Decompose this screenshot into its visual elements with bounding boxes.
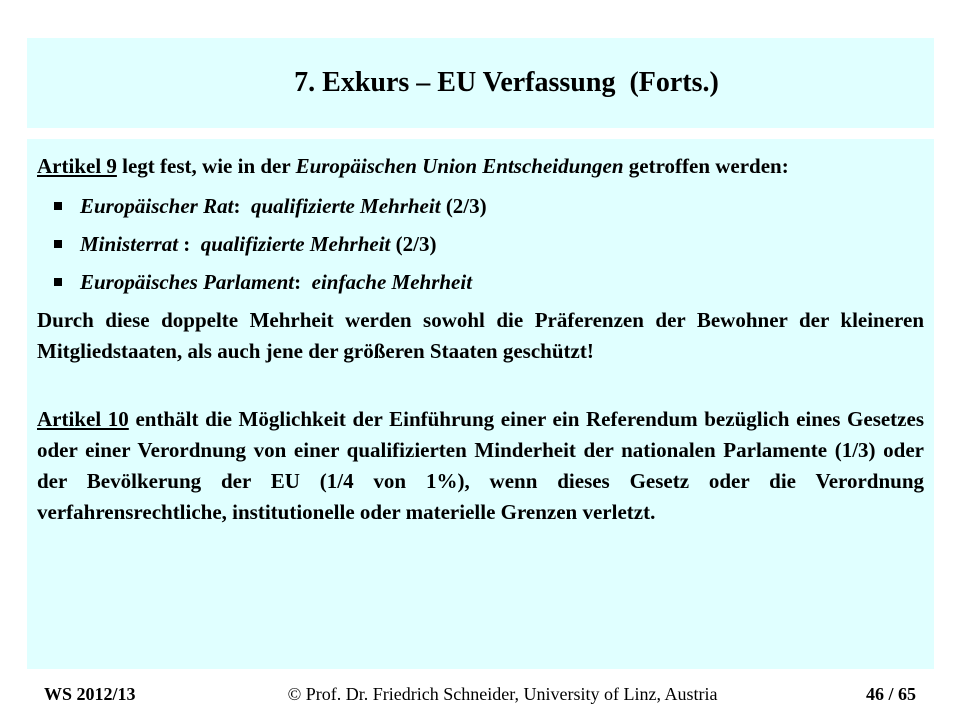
square-bullet-icon [54, 202, 62, 210]
square-bullet-icon [54, 240, 62, 248]
majority-rule: einfache Mehrheit [311, 270, 473, 294]
paragraph-1-text-a: legt fest, wie in der [116, 154, 296, 178]
separator: : [178, 232, 201, 256]
separator: : [233, 194, 251, 218]
list-item [37, 225, 924, 263]
page-number: 46 / 65 [865, 684, 916, 704]
separator: : [294, 270, 312, 294]
article-9-label: Artikel 9 [37, 154, 117, 178]
square-bullet-icon [54, 278, 62, 286]
majority-detail: (2/3) [390, 232, 437, 256]
paragraph-article-9 [37, 151, 924, 182]
voting-rules-list [37, 187, 924, 301]
majority-rule: qualifizierte Mehrheit [250, 194, 441, 218]
paragraph-article-10 [37, 404, 924, 528]
paragraph-1-text-b: getroffen werden: [623, 154, 789, 178]
institution-name: Europäischer Rat [80, 194, 234, 218]
slide-title: 7. Exkurs – EU Verfassung (Forts.) [294, 67, 719, 98]
majority-rule: qualifizierte Mehrheit [200, 232, 391, 256]
paragraph-3-text: enthält die Möglichkeit der Einführung einer ein Referendum bezüglich eines Gesetzes oder einer Verordnung von einer qualifizierten Minderheit der nationalen Parlamente (1/3) oder der Bevölkerung der EU (1/4 von 1%), wenn dieses Gesetz oder die Verordnung verfahrensrechtliche, institutionelle oder materielle Grenzen verletzt. [37, 407, 924, 524]
institution-name: Ministerrat [80, 232, 179, 256]
spacer [37, 367, 924, 404]
list-item [37, 187, 924, 225]
copyright-notice: © Prof. Dr. Friedrich Schneider, University of Linz, Austria [287, 684, 718, 704]
article-10-label: Artikel 10 [37, 407, 129, 431]
content-panel [27, 139, 934, 669]
slide-content [37, 151, 924, 528]
institution-name: Europäisches Parlament [80, 270, 295, 294]
list-item [37, 263, 924, 301]
title-panel [27, 38, 934, 128]
slide-footer [44, 684, 916, 708]
paragraph-double-majority: Durch diese doppelte Mehrheit werden sowohl die Präferenzen der Bewohner der kleineren Mitgliedstaaten, als auch jene der größeren Staaten geschützt! [37, 308, 924, 363]
semester-label: WS 2012/13 [44, 684, 136, 704]
paragraph-1-emphasis: Europäischen Union Entscheidungen [295, 154, 624, 178]
majority-detail: (2/3) [440, 194, 487, 218]
